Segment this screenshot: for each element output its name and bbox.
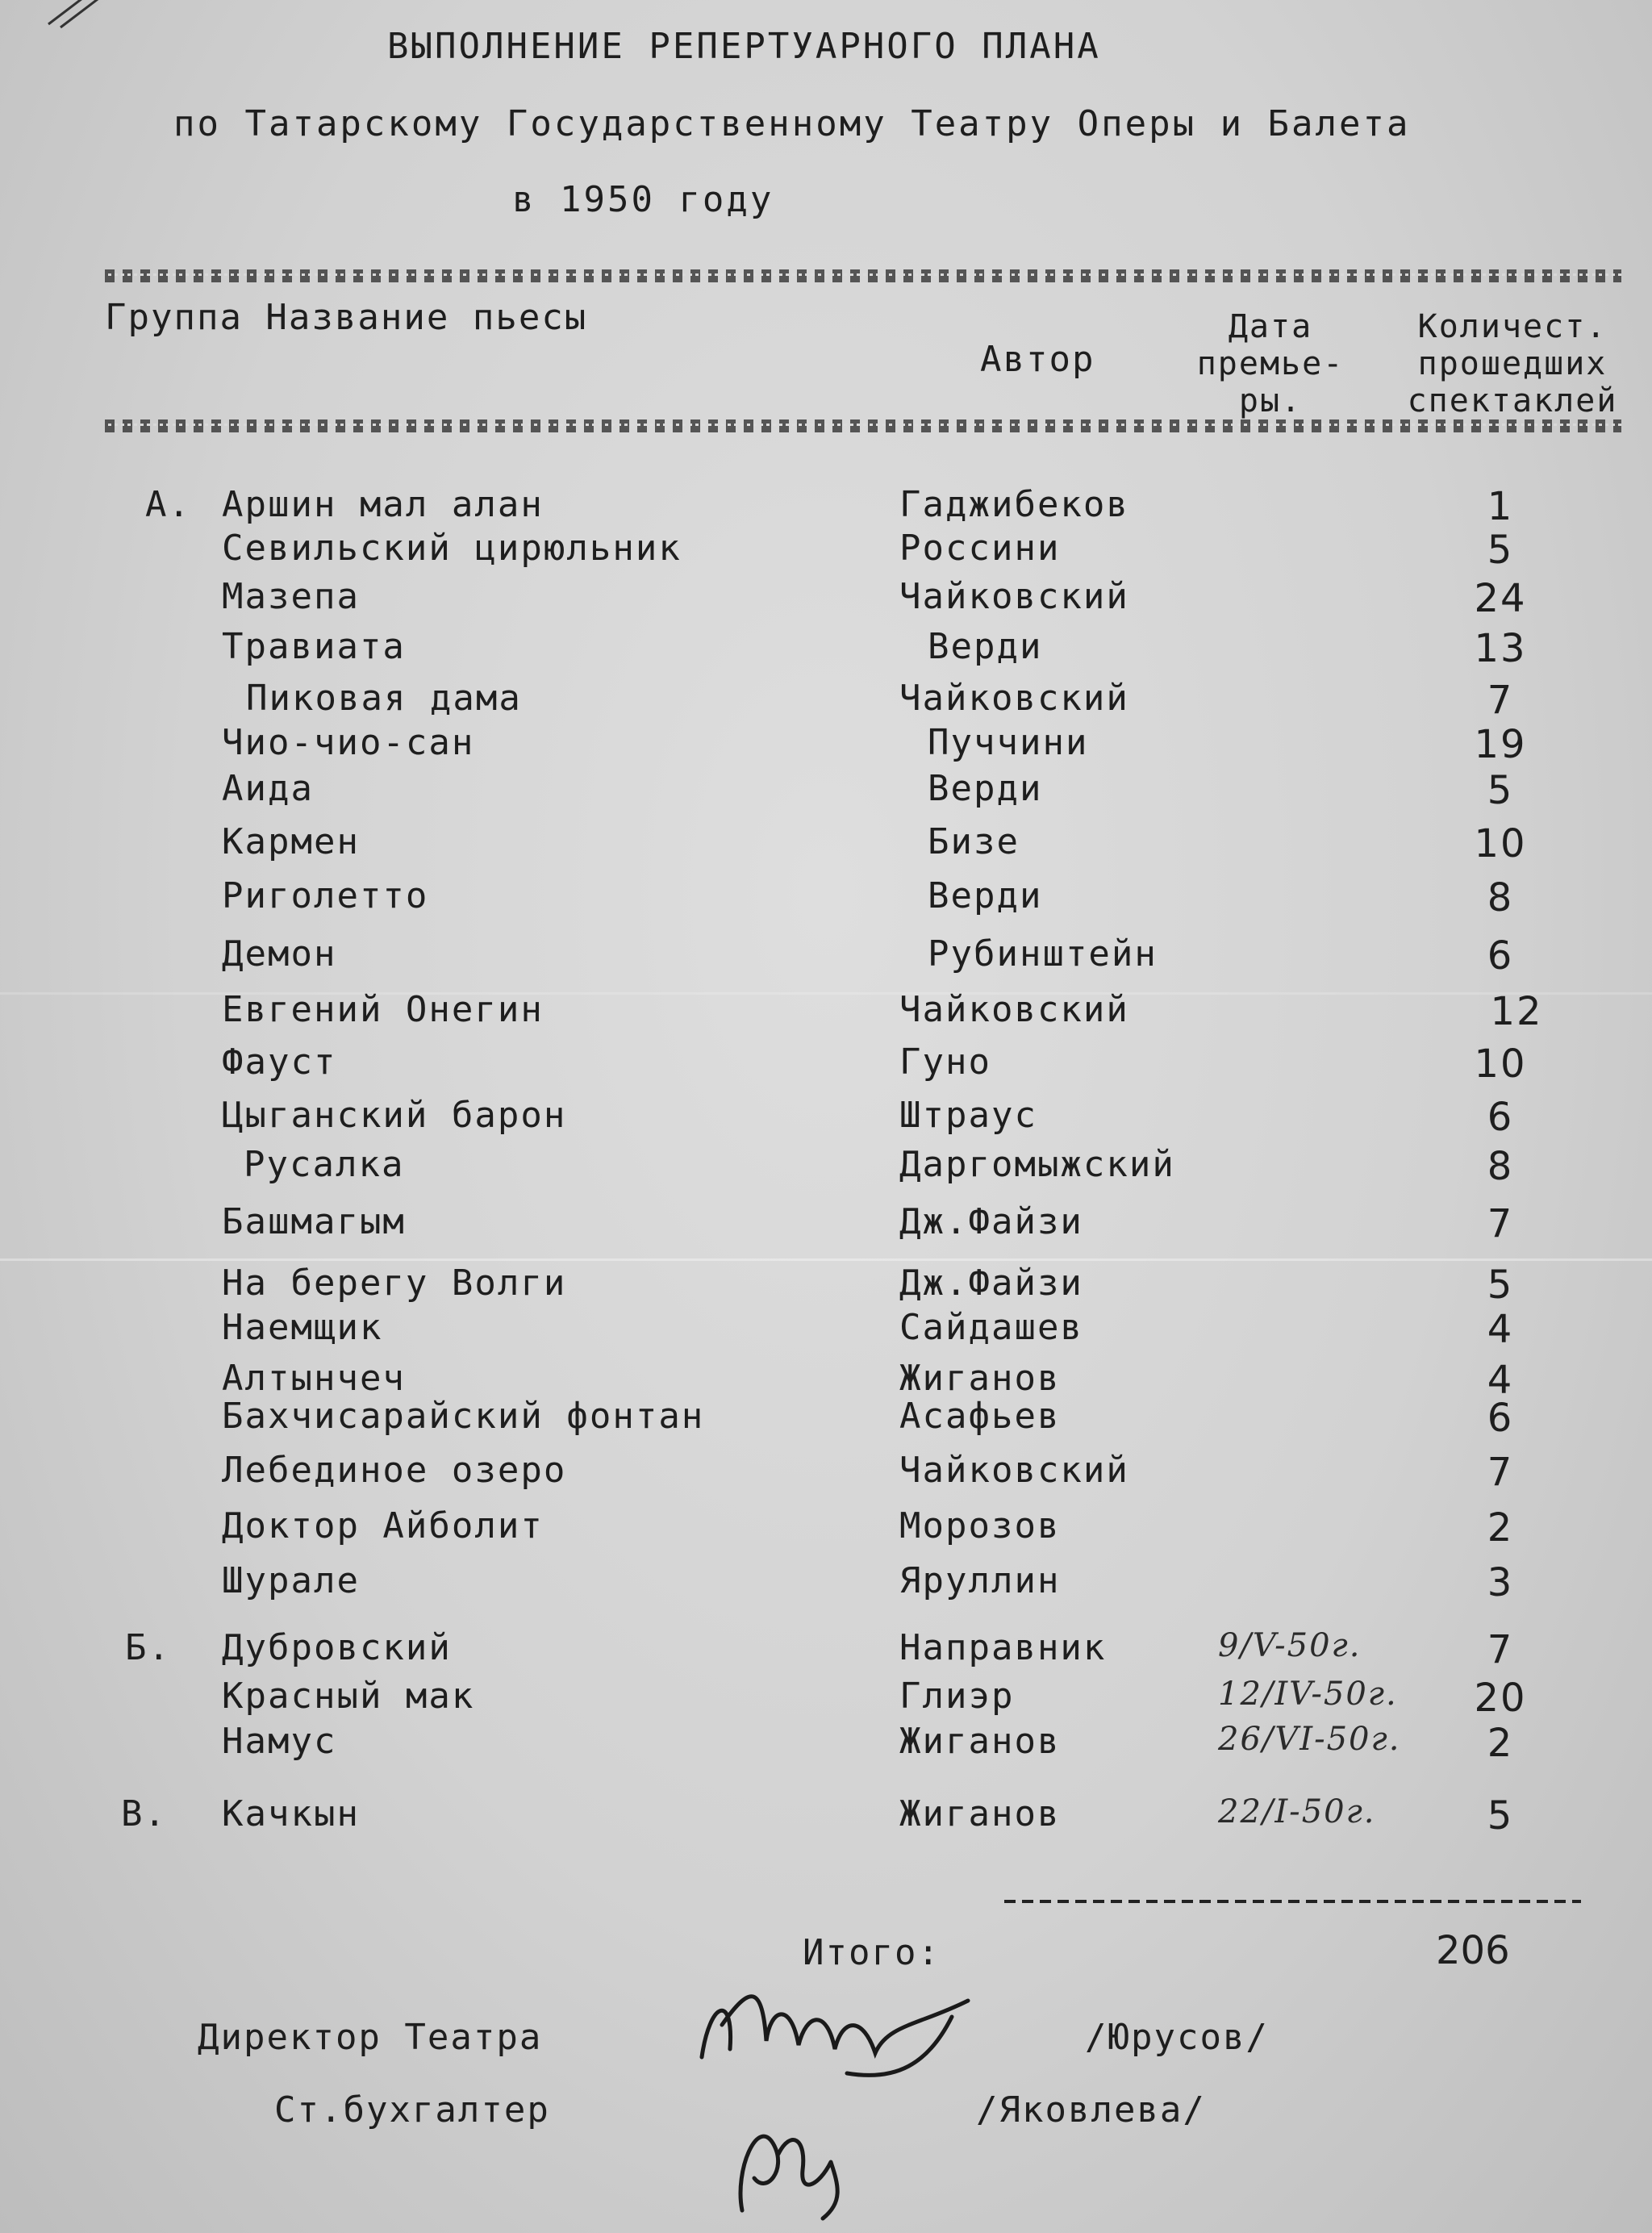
- row-author: Асафьев: [899, 1396, 1061, 1437]
- row-group: В.: [121, 1793, 167, 1834]
- row-author: Россини: [899, 528, 1061, 569]
- table-row: [0, 1307, 1652, 1355]
- director-name: /Юрусов/: [1085, 2017, 1269, 2058]
- row-count: 5: [1487, 528, 1514, 573]
- row-title: Чио-чио-сан: [222, 722, 475, 763]
- document-subtitle: по Татарскому Государственному Театру Оперы и Балета: [173, 103, 1411, 144]
- row-title: Дубровский: [222, 1627, 452, 1668]
- paper-fold: [0, 1258, 1652, 1261]
- row-author: Чайковский: [899, 678, 1129, 719]
- row-author: Дж.Файзи: [899, 1263, 1083, 1304]
- row-count: 12: [1490, 989, 1543, 1034]
- row-title: Красный мак: [222, 1676, 475, 1717]
- total-separator: [1004, 1900, 1581, 1903]
- row-count: 10: [1474, 821, 1527, 866]
- row-author: Жиганов: [899, 1358, 1061, 1399]
- row-premiere-date: 12/IV-50г.: [1218, 1676, 1398, 1713]
- director-signature: [686, 1968, 992, 2089]
- row-count: 6: [1487, 933, 1514, 979]
- row-title: Русалка: [244, 1144, 405, 1185]
- row-count: 8: [1487, 875, 1514, 920]
- total-value: 206: [1436, 1928, 1510, 1973]
- row-title: Намус: [222, 1721, 337, 1762]
- document-year-line: в 1950 году: [512, 179, 774, 220]
- row-title: Лебединое озеро: [222, 1450, 567, 1491]
- row-title: Алтынчеч: [222, 1358, 406, 1399]
- row-premiere-date: 9/V-50г.: [1218, 1627, 1362, 1664]
- accountant-signature: [710, 2097, 871, 2227]
- row-author: Верди: [928, 875, 1043, 916]
- table-row: [0, 933, 1652, 982]
- row-title: Шурале: [222, 1560, 360, 1601]
- row-author: Жиганов: [899, 1721, 1061, 1762]
- row-author: Жиганов: [899, 1793, 1061, 1834]
- total-label: Итого:: [803, 1932, 941, 1973]
- row-author: Яруллин: [899, 1560, 1061, 1601]
- row-group: А.: [145, 484, 191, 525]
- table-row: [0, 989, 1652, 1037]
- row-author: Гуно: [899, 1041, 991, 1083]
- row-title: Бахчисарайский фонтан: [222, 1396, 705, 1437]
- table-row: [0, 626, 1652, 674]
- row-count: 5: [1487, 1793, 1514, 1839]
- row-count: 5: [1487, 1263, 1514, 1308]
- row-count: 7: [1487, 1201, 1514, 1246]
- header-top-rule: [105, 269, 1621, 282]
- row-title: Доктор Айболит: [222, 1505, 544, 1546]
- row-author: Чайковский: [899, 1450, 1129, 1491]
- row-title: Пиковая дама: [246, 678, 522, 719]
- row-count: 7: [1487, 1627, 1514, 1672]
- table-row: [0, 1263, 1652, 1311]
- row-count: 13: [1474, 626, 1527, 671]
- pencil-mark: [44, 0, 109, 32]
- column-header-premiere-line: Дата: [1228, 308, 1313, 345]
- table-row: [0, 528, 1652, 576]
- row-title: Евгений Онегин: [222, 989, 544, 1030]
- table-row: [0, 1627, 1652, 1676]
- row-count: 20: [1474, 1676, 1527, 1721]
- row-title: Травиата: [222, 626, 406, 667]
- row-author: Морозов: [899, 1505, 1061, 1546]
- table-row: [0, 1560, 1652, 1609]
- table-row: [0, 1676, 1652, 1724]
- row-title: Риголетто: [222, 875, 429, 916]
- row-author: Бизе: [928, 821, 1020, 862]
- row-count: 2: [1487, 1721, 1514, 1766]
- row-count: 10: [1474, 1041, 1527, 1087]
- row-author: Верди: [928, 768, 1043, 809]
- table-row: [0, 1450, 1652, 1498]
- column-header-group-title: Группа Название пьесы: [105, 297, 588, 338]
- column-header-author: Автор: [980, 339, 1095, 380]
- row-count: 3: [1487, 1560, 1514, 1605]
- row-author: Чайковский: [899, 989, 1129, 1030]
- row-title: Севильский цирюльник: [222, 528, 682, 569]
- row-count: 19: [1474, 722, 1527, 767]
- table-row: [0, 1201, 1652, 1250]
- row-author: Чайковский: [899, 576, 1129, 617]
- table-row: [0, 576, 1652, 624]
- row-count: 7: [1487, 678, 1514, 723]
- row-title: Цыганский барон: [222, 1095, 567, 1136]
- table-row: [0, 1144, 1652, 1192]
- row-author: Пуччини: [928, 722, 1089, 763]
- row-author: Глиэр: [899, 1676, 1015, 1717]
- row-author: Гаджибеков: [899, 484, 1129, 525]
- row-premiere-date: 26/VI-50г.: [1218, 1721, 1401, 1758]
- accountant-name: /Яковлева/: [976, 2089, 1206, 2131]
- row-title: Наемщик: [222, 1307, 383, 1348]
- row-title: Мазепа: [222, 576, 360, 617]
- table-row: [0, 484, 1652, 532]
- table-row: [0, 821, 1652, 870]
- document-title: ВЫПОЛНЕНИЕ РЕПЕРТУАРНОГО ПЛАНА: [387, 26, 1101, 67]
- row-author: Верди: [928, 626, 1043, 667]
- table-row: [0, 722, 1652, 770]
- row-count: 6: [1487, 1396, 1514, 1441]
- row-count: 24: [1474, 576, 1527, 621]
- row-author: Сайдашев: [899, 1307, 1083, 1348]
- row-premiere-date: 22/I-50г.: [1218, 1793, 1376, 1830]
- row-count: 1: [1487, 484, 1514, 529]
- column-header-premiere: [1174, 308, 1367, 419]
- table-row: [0, 1505, 1652, 1554]
- row-author: Рубинштейн: [928, 933, 1158, 975]
- column-header-count: [1379, 308, 1646, 419]
- table-row: [0, 1041, 1652, 1090]
- column-header-premiere-line: премье-: [1196, 345, 1345, 382]
- table-row: [0, 678, 1652, 726]
- row-title: Качкын: [222, 1793, 360, 1834]
- row-title: Фауст: [222, 1041, 337, 1083]
- column-header-count-line: прошедших: [1417, 345, 1608, 382]
- row-count: 4: [1487, 1307, 1514, 1352]
- row-author: Даргомыжский: [899, 1144, 1175, 1185]
- table-row: [0, 875, 1652, 924]
- row-count: 8: [1487, 1144, 1514, 1189]
- table-row: [0, 768, 1652, 816]
- accountant-label: Ст.бухгалтер: [274, 2089, 550, 2131]
- director-label: Директор Театра: [198, 2017, 543, 2058]
- column-header-count-line: Количест.: [1417, 308, 1608, 345]
- table-row: [0, 1721, 1652, 1769]
- header-bottom-rule: [105, 419, 1621, 432]
- table-row: [0, 1095, 1652, 1143]
- row-group: Б.: [125, 1627, 171, 1668]
- row-author: Штраус: [899, 1095, 1037, 1136]
- table-row: [0, 1793, 1652, 1842]
- table-row: [0, 1396, 1652, 1444]
- column-header-count-line: спектаклей: [1407, 382, 1618, 419]
- row-author: Направник: [899, 1627, 1107, 1668]
- row-count: 5: [1487, 768, 1514, 813]
- row-count: 7: [1487, 1450, 1514, 1495]
- row-count: 2: [1487, 1505, 1514, 1551]
- column-header-premiere-line: ры.: [1238, 382, 1303, 419]
- row-title: Аршин мал алан: [222, 484, 544, 525]
- row-title: Башмагым: [222, 1201, 406, 1242]
- row-author: Дж.Файзи: [899, 1201, 1083, 1242]
- row-title: Демон: [222, 933, 337, 975]
- row-count: 4: [1487, 1358, 1514, 1403]
- row-title: На берегу Волги: [222, 1263, 567, 1304]
- row-title: Аида: [222, 768, 314, 809]
- row-title: Кармен: [222, 821, 360, 862]
- row-count: 6: [1487, 1095, 1514, 1140]
